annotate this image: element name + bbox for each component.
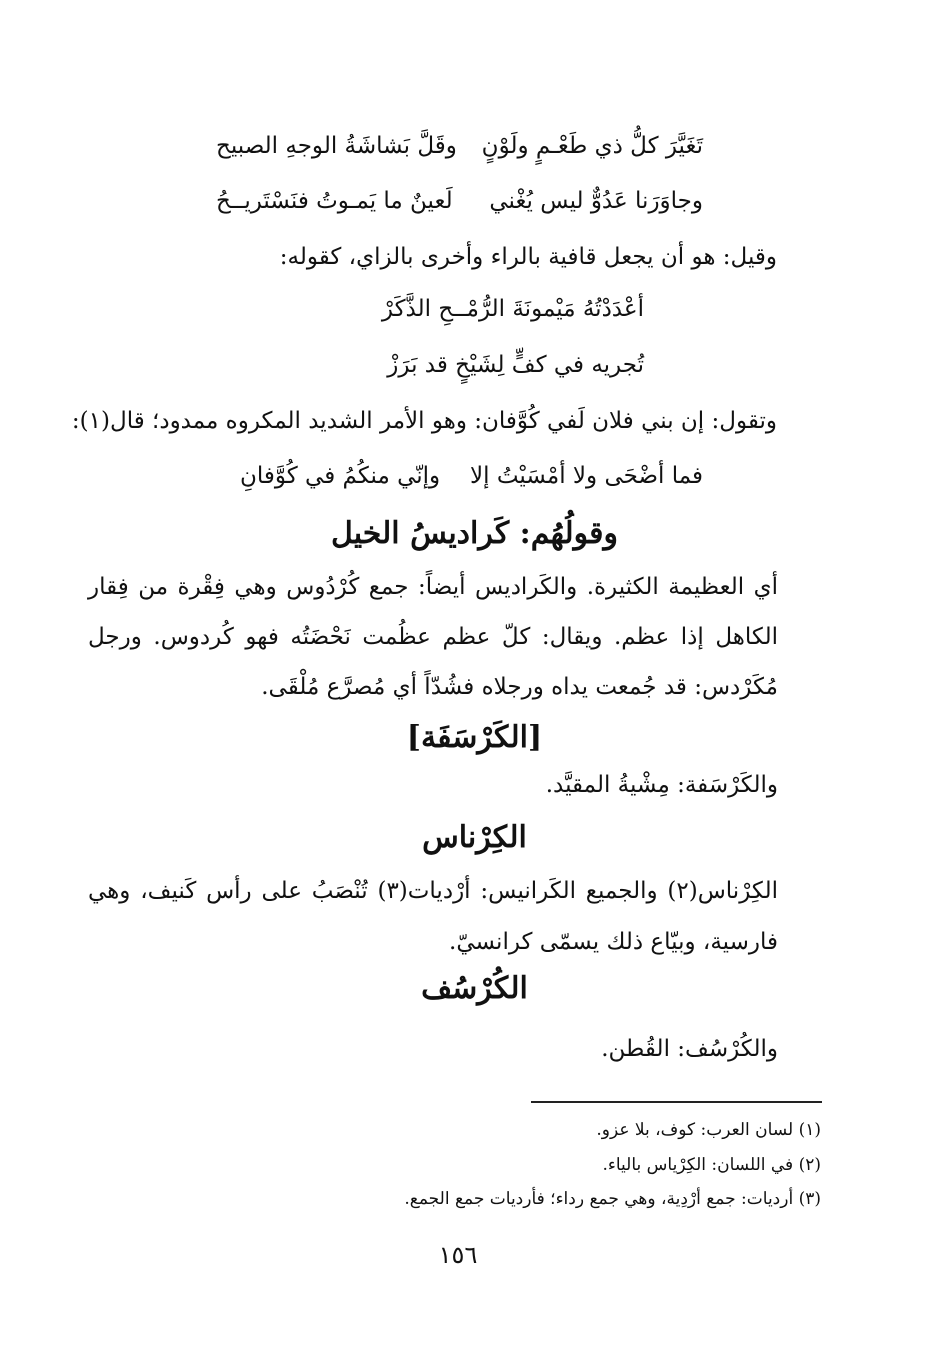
footnote-3: (٣) أرديات: جمع أرْدِية، وهي جمع رداء؛ فأرديات جمع الجمع.	[404, 1189, 821, 1209]
paragraph-karadis-line-3: مُكَرْدس: قد جُمعت يداه ورجلاه فشُدّاً أي مُصرَّع مُلْقَى.	[261, 674, 778, 700]
heading-karadis: وقولُهُم: كَراديسُ الخيل	[331, 516, 618, 551]
page-number: ١٥٦	[438, 1241, 478, 1269]
verse-1-first-hemistich: تَغَيَّرَ كلُّ ذي طَعْـمٍ ولَوْنٍ	[481, 133, 703, 159]
heading-kursuf: الكُرْسُف	[421, 971, 528, 1006]
paragraph-kursuf: والكُرْسُف: القُطن.	[601, 1036, 778, 1062]
heading-kirnas: الكِرْناس	[422, 820, 527, 855]
paragraph-kirnas-line-1: الكِرْناس(٢) والجميع الكَرانيس: أرْديات(٣) تُنْصَبُ على رأس كَنيف، وهي	[88, 878, 778, 904]
paragraph-kirnas-line-2: فارسية، وبيّاع ذلك يسمّى كرانسيّ.	[449, 929, 778, 955]
footnote-2: (٢) في اللسان: الكِرْياس بالياء.	[602, 1155, 821, 1175]
verse-2-first-hemistich: وجاوَرَنا عَدُوٌّ ليس يُغْني	[489, 188, 703, 214]
verse-kuffan-first-hemistich: فما أضْحَى ولا أمْسَيْتُ إلا	[470, 463, 703, 489]
paragraph-kuffan: وتقول: إن بني فلان لَفي كُوَّفان: وهو الأمر الشديد المكروه ممدود؛ قال(١):	[71, 408, 777, 434]
rajaz-line-1: أعْدَدْتُهُ مَيْمونَةَ الرُّمْــحِ الذَّكَرْ	[381, 296, 644, 322]
heading-karsafa: [الكَرْسَفَة]	[406, 720, 543, 755]
rajaz-line-2: تُجريه في كفٍّ لِشَيْخٍ قد بَرَزْ	[387, 352, 644, 378]
paragraph-karadis-line-2: الكاهل إذا عظم. ويقال: كلّ عظم عظُمت نَحْضَتُه فهو كُردوس. ورجل	[88, 624, 778, 650]
footnote-1: (١) لسان العرب: كوف، بلا عزو.	[596, 1120, 821, 1140]
verse-1-second-hemistich: وقَلَّ بَشاشَةُ الوجهِ الصبيح	[216, 133, 457, 159]
paragraph-karsafa: والكَرْسَفة: مِشْيةُ المقيَّد.	[545, 772, 778, 798]
footnote-separator	[531, 1101, 822, 1103]
paragraph-zay: وقيل: هو أن يجعل قافية بالراء وأخرى بالزاي، كقوله:	[279, 244, 777, 270]
verse-2-second-hemistich: لَعينٌ ما يَمـوتُ فنَسْتَريــحُ	[216, 188, 453, 214]
paragraph-karadis-line-1: أي العظيمة الكثيرة. والكَراديس أيضاً: جمع كُرْدُوس وهي فِقْرة من فِقار	[88, 574, 778, 600]
verse-kuffan-second-hemistich: وإنّي منكُمُ في كُوَّفانِ	[240, 463, 441, 489]
